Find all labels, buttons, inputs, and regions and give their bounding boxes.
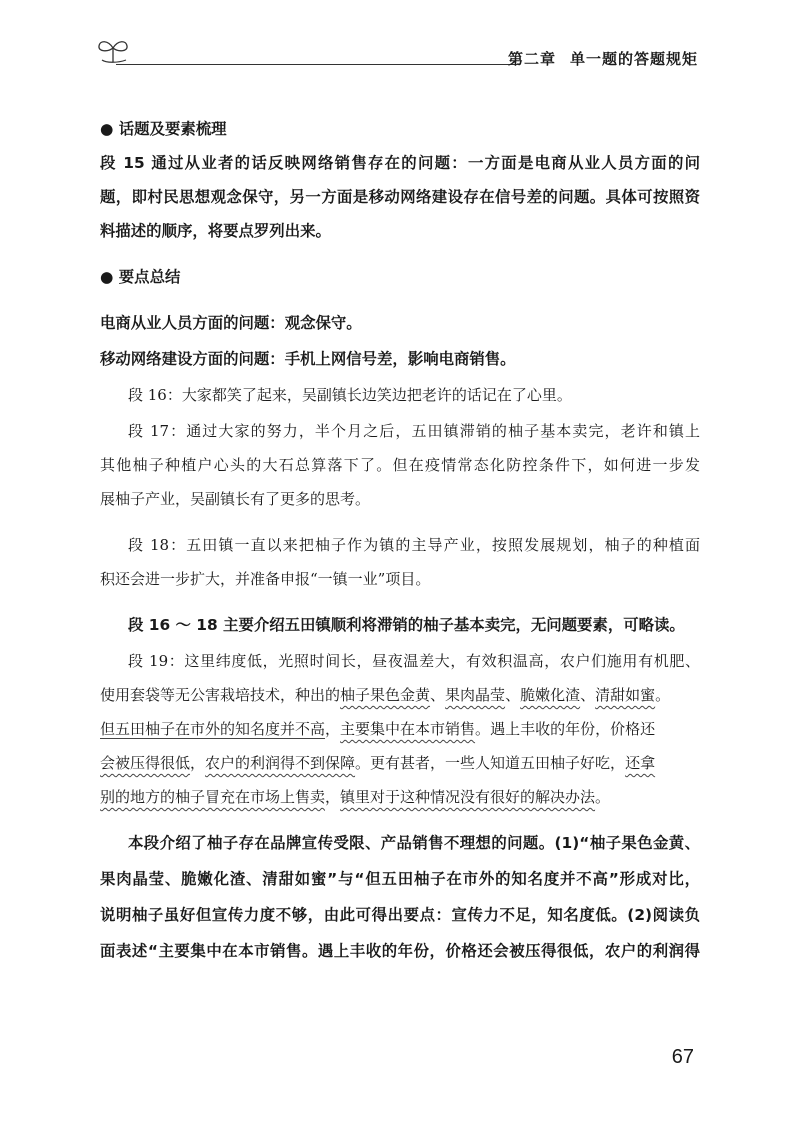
text-run: 。 — [595, 788, 611, 806]
wavy-underlined-phrase: 会被压得很低 — [100, 754, 191, 772]
wavy-underlined-phrase: 脆嫩化渣 — [520, 686, 581, 704]
passage-p17-line2: 其他柚子种植户心头的大石总算落下了。但在疫情常态化防控条件下，如何进一步发 — [100, 456, 700, 474]
passage-p19-line3 — [100, 718, 655, 740]
passage-p18-line2: 积还会进一步扩大，并准备申报“一镇一业”项目。 — [100, 570, 431, 588]
analysis-p19-line2: 果肉晶莹、脆嫩化渣、清甜如蜜”与“但五田柚子在市外的知名度并不高”形成对比， — [100, 870, 700, 888]
text-run: 。 — [475, 720, 491, 738]
wavy-underlined-phrase: 柚子果色金黄 — [340, 686, 431, 704]
section-heading-summary: ● 要点总结 — [100, 268, 181, 286]
chapter-title: 单一题的答题规矩 — [569, 50, 698, 68]
wavy-underlined-phrase: 农户的利润得不到保障 — [205, 754, 356, 772]
running-header — [96, 30, 698, 74]
text-run: ， — [325, 788, 341, 806]
summary-point-1: 电商从业人员方面的问题：观念保守。 — [100, 314, 362, 332]
text-run: ， — [325, 720, 341, 738]
text-run: ， — [190, 754, 206, 772]
analysis-p15-line3: 料描述的顺序，将要点罗列出来。 — [100, 222, 331, 240]
chapter-label: 第二章 — [507, 50, 556, 68]
wavy-underlined-phrase: 主要集中在本市销售 — [340, 720, 476, 738]
text-run: 、 — [580, 686, 596, 704]
header-rule — [116, 64, 520, 65]
section-heading-topic: ● 话题及要素梳理 — [100, 120, 227, 138]
text-run: 、 — [505, 686, 521, 704]
analysis-p15-line1: 段 15 通过从业者的话反映网络销售存在的问题：一方面是电商从业人员方面的问 — [100, 154, 700, 172]
wavy-underlined-phrase: 别的地方的柚子冒充在市场上售卖 — [100, 788, 326, 806]
analysis-p19-line4: 面表述“主要集中在本市销售。遇上丰收的年份，价格还会被压得很低，农户的利润得 — [100, 942, 700, 960]
analysis-p19-line1: 本段介绍了柚子存在品牌宣传受限、产品销售不理想的问题。(1)“柚子果色金黄、 — [128, 834, 700, 852]
text-run: 。更有甚者，一些人知道五田柚子好吃， — [355, 754, 626, 772]
wavy-underlined-phrase: 镇里对于这种情况没有很好的解决办法 — [340, 788, 596, 806]
passage-p19-line5 — [100, 786, 610, 808]
text-run: 使用套袋等无公害栽培技术，种出的 — [100, 686, 341, 704]
wavy-underlined-phrase: 果肉晶莹 — [445, 686, 506, 704]
wavy-underlined-phrase: 清甜如蜜 — [595, 686, 656, 704]
sprout-leaf-icon — [96, 36, 130, 64]
passage-p19-line4 — [100, 752, 655, 774]
analysis-p15-line2: 题，即村民思想观念保守，另一方面是移动网络建设存在信号差的问题。具体可按照资 — [100, 188, 700, 206]
passage-p17-line3: 展柚子产业，吴副镇长有了更多的思考。 — [100, 490, 371, 508]
analysis-p16-18: 段 16 ～ 18 主要介绍五田镇顺利将滞销的柚子基本卖完，无问题要素，可略读。 — [128, 616, 685, 634]
analysis-p19-line3: 说明柚子虽好但宣传力度不够，由此可得出要点：宣传力不足，知名度低。(2)阅读负 — [100, 906, 700, 924]
wavy-underlined-phrase: 还拿 — [625, 754, 656, 772]
text-run: 、 — [430, 686, 446, 704]
passage-p18-line1: 段 18：五田镇一直以来把柚子作为镇的主导产业，按照发展规划，柚子的种植面 — [128, 536, 700, 554]
text-run: 遇上丰收的年份，价格还 — [490, 720, 656, 738]
summary-point-2: 移动网络建设方面的问题：手机上网信号差，影响电商销售。 — [100, 350, 516, 368]
text-run: 。 — [655, 686, 671, 704]
passage-p19-line2 — [100, 684, 670, 706]
header-title — [508, 48, 698, 69]
underlined-phrase: 但五田柚子在市外的知名度并不高 — [100, 720, 326, 738]
passage-p19-line1: 段 19：这里纬度低，光照时间长，昼夜温差大，有效积温高，农户们施用有机肥、 — [128, 652, 700, 670]
passage-p17-line1: 段 17：通过大家的努力，半个月之后，五田镇滞销的柚子基本卖完，老许和镇上 — [128, 422, 700, 440]
page-number: 67 — [671, 1046, 694, 1068]
passage-p16: 段 16：大家都笑了起来，吴副镇长边笑边把老许的话记在了心里。 — [128, 386, 572, 404]
